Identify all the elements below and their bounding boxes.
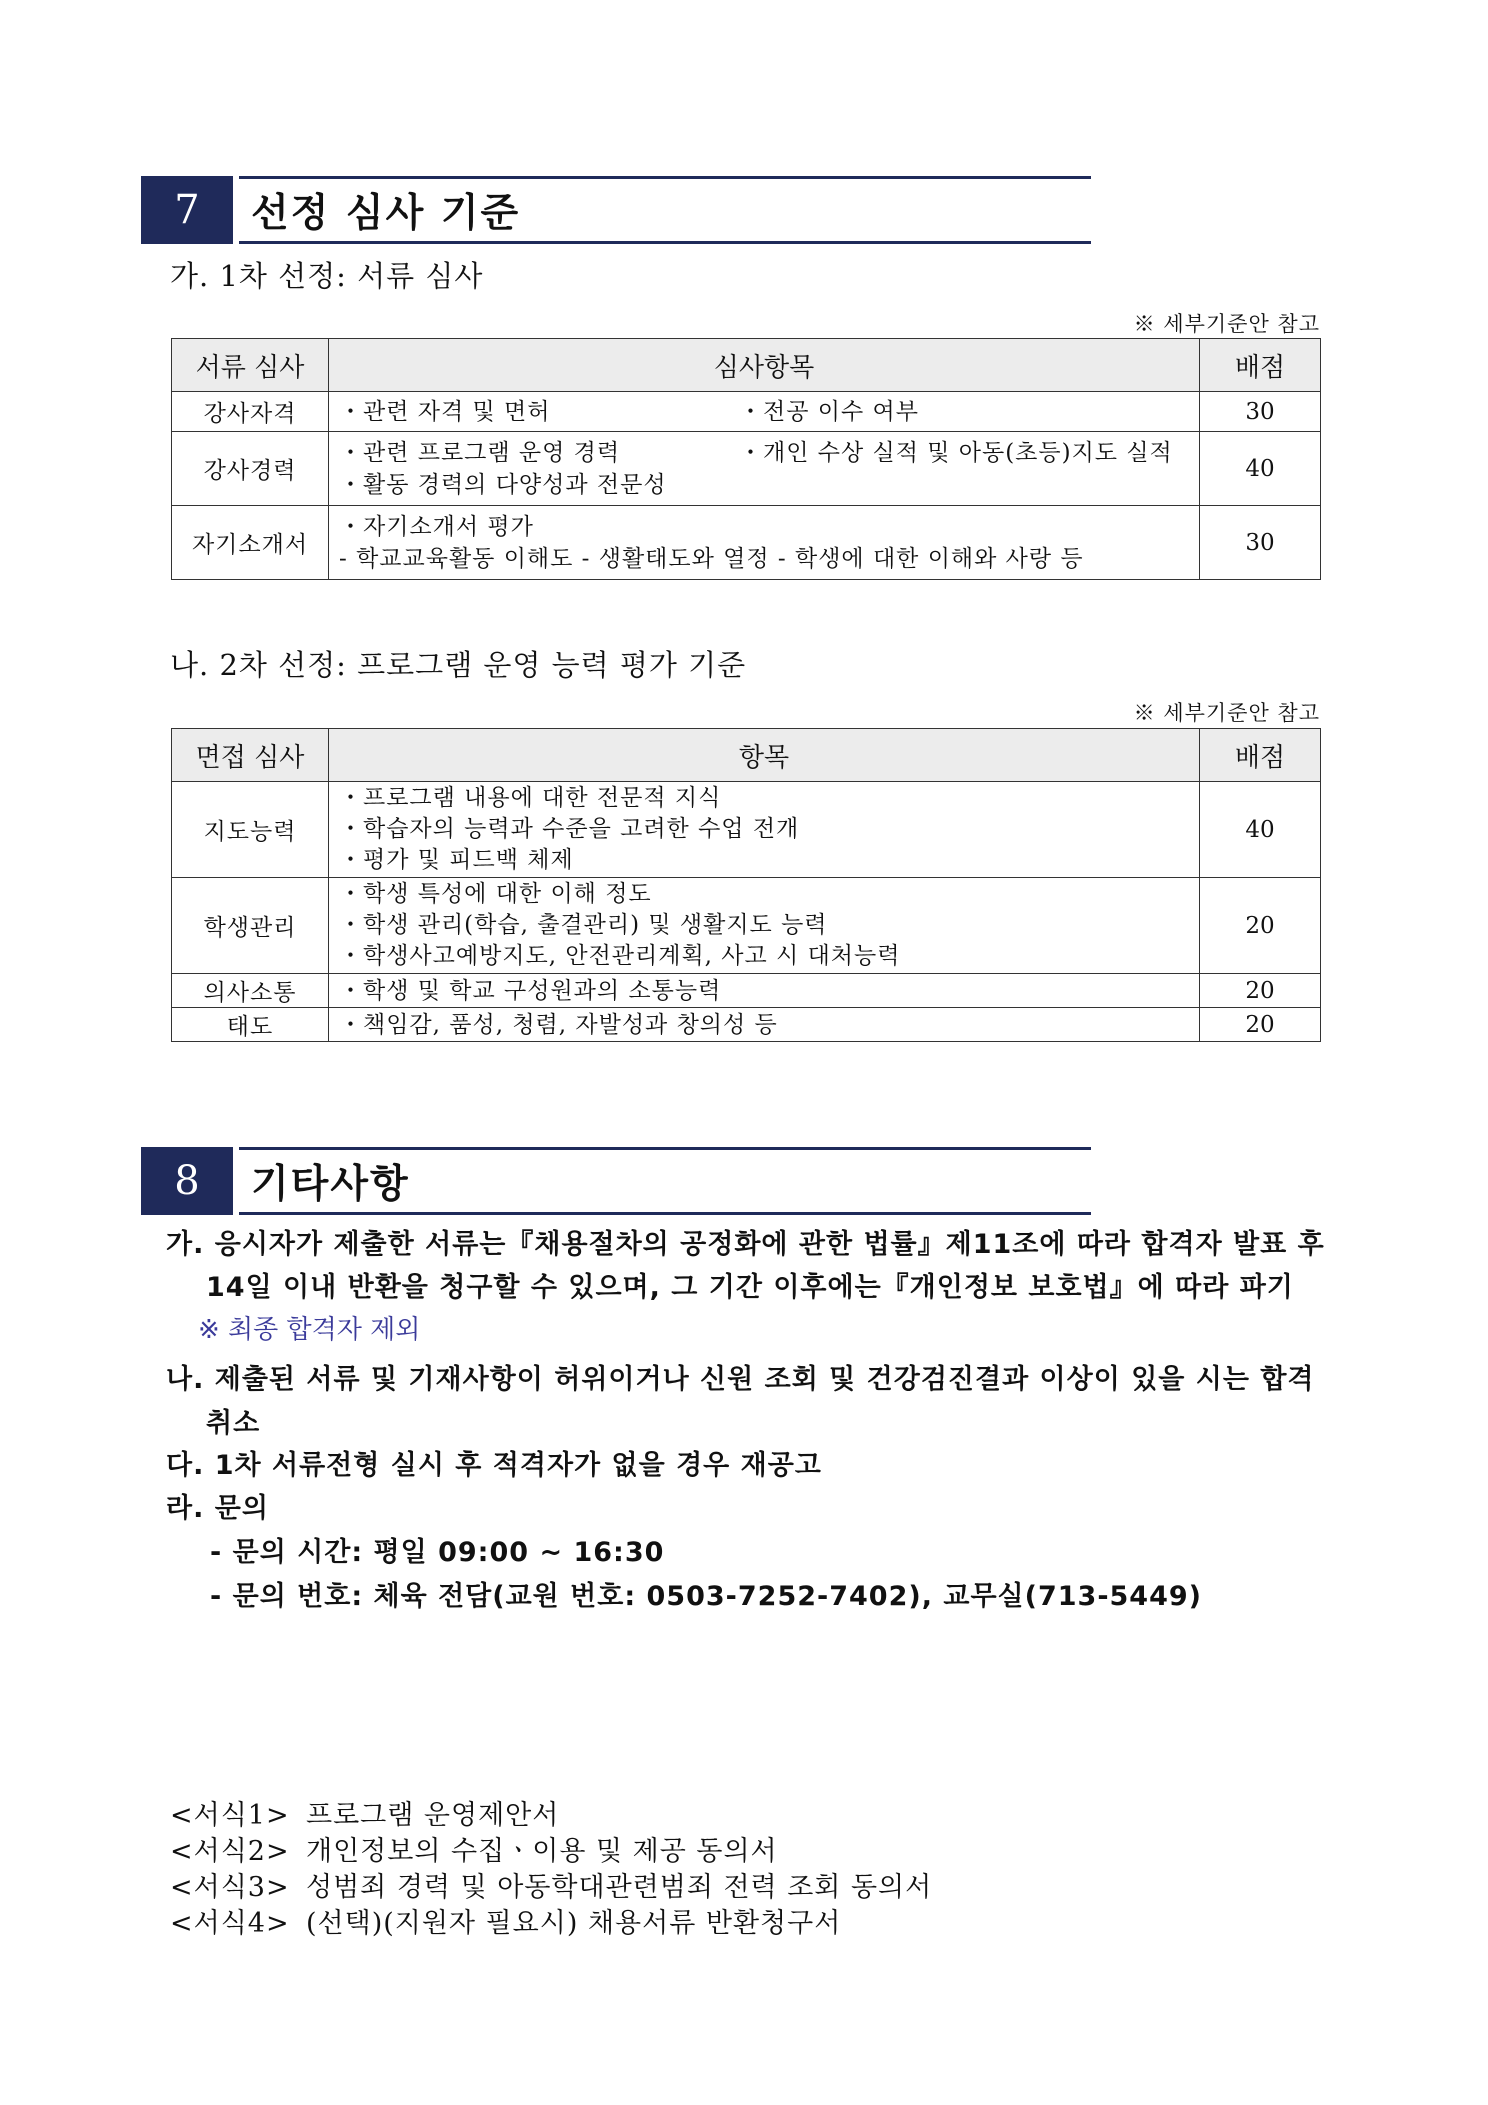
contact-time: - 문의 시간: 평일 09:00 ~ 16:30	[210, 1537, 665, 1568]
reference-note-a: ※ 세부기준안 참고	[1133, 312, 1320, 336]
row-score: 20	[1200, 1008, 1321, 1042]
header-score: 배점	[1200, 729, 1321, 782]
reference-note-b: ※ 세부기준안 참고	[1133, 701, 1320, 725]
row-item: ・관련 프로그램 운영 경력	[339, 439, 621, 466]
form-code: <서식3>	[170, 1872, 290, 1903]
section8-title: 기타사항	[251, 1162, 410, 1207]
paragraph-a-note: ※ 최종 합격자 제외	[198, 1315, 421, 1345]
table-header-row	[172, 339, 1321, 392]
section8-number: 8	[141, 1147, 233, 1215]
row-item: ・자기소개서 평가	[339, 513, 534, 540]
form-item	[170, 1901, 841, 1940]
table-row	[172, 1008, 1321, 1042]
form-code: <서식4>	[170, 1908, 290, 1939]
row-category: 지도능력	[172, 782, 329, 878]
form-name: 성범죄 경력 및 아동학대관련범죄 전력 조회 동의서	[306, 1872, 933, 1903]
row-item: ・관련 자격 및 면허	[339, 398, 551, 425]
row-category: 태도	[172, 1008, 329, 1042]
form-item	[170, 1793, 559, 1832]
form-name: 개인정보의 수집ㆍ이용 및 제공 동의서	[306, 1836, 778, 1867]
row-category: 학생관리	[172, 878, 329, 974]
paragraph-b-line1: 나. 제출된 서류 및 기재사항이 허위이거나 신원 조회 및 건강검진결과 이상이 있을 시는 합격	[166, 1364, 1315, 1395]
row-item: ・학생 및 학교 구성원과의 소통능력	[339, 977, 722, 1004]
row-item: ・프로그램 내용에 대한 전문적 지식	[339, 785, 722, 811]
row-score: 40	[1200, 782, 1321, 878]
row-item: ・전공 이수 여부	[739, 398, 919, 425]
form-item	[170, 1829, 778, 1868]
row-item: ・학생 특성에 대한 이해 정도	[339, 881, 652, 907]
table-row	[172, 878, 1321, 974]
subheading-first-selection: 가. 1차 선정: 서류 심사	[170, 259, 484, 293]
table-row	[172, 974, 1321, 1008]
section7-number: 7	[141, 176, 233, 244]
table-header-row	[172, 729, 1321, 782]
row-score: 20	[1200, 878, 1321, 974]
row-item: ・학습자의 능력과 수준을 고려한 수업 전개	[339, 816, 800, 842]
row-score: 30	[1200, 392, 1321, 432]
subheading-second-selection: 나. 2차 선정: 프로그램 운영 능력 평가 기준	[170, 648, 747, 682]
row-category: 의사소통	[172, 974, 329, 1008]
contact-phone: - 문의 번호: 체육 전담(교원 번호: 0503-7252-7402), 교무실(713-5449)	[210, 1581, 1203, 1612]
header-category: 면접 심사	[172, 729, 329, 782]
form-name: (선택)(지원자 필요시) 채용서류 반환청구서	[306, 1908, 842, 1939]
form-code: <서식1>	[170, 1800, 290, 1831]
row-category: 강사경력	[172, 432, 329, 506]
row-item: ・책임감, 품성, 청렴, 자발성과 창의성 등	[339, 1011, 778, 1038]
form-code: <서식2>	[170, 1836, 290, 1867]
header-items: 항목	[329, 729, 1200, 782]
paragraph-b-line2: 취소	[206, 1408, 261, 1439]
section7-header	[141, 176, 1091, 244]
row-item: - 학교교육활동 이해도 - 생활태도와 열정 - 학생에 대한 이해와 사랑 등	[339, 545, 1084, 572]
row-item: ・개인 수상 실적 및 아동(초등)지도 실적	[739, 439, 1173, 466]
document-review-table	[171, 338, 1321, 580]
interview-review-table	[171, 728, 1321, 1042]
row-category: 강사자격	[172, 392, 329, 432]
form-name: 프로그램 운영제안서	[306, 1800, 560, 1831]
table-row	[172, 392, 1321, 432]
table-row	[172, 432, 1321, 506]
table-row	[172, 782, 1321, 878]
header-category: 서류 심사	[172, 339, 329, 392]
row-item: ・평가 및 피드백 체제	[339, 847, 574, 873]
row-score: 30	[1200, 506, 1321, 580]
paragraph-c: 다. 1차 서류전형 실시 후 적격자가 없을 경우 재공고	[166, 1450, 822, 1481]
section8-header	[141, 1147, 1091, 1215]
paragraph-a-line2: 14일 이내 반환을 청구할 수 있으며, 그 기간 이후에는『개인정보 보호법』에 따라 파기	[206, 1272, 1294, 1303]
row-item: ・학생사고예방지도, 안전관리계획, 사고 시 대처능력	[339, 943, 901, 969]
row-item: ・활동 경력의 다양성과 전문성	[339, 471, 667, 498]
row-score: 20	[1200, 974, 1321, 1008]
row-item: ・학생 관리(학습, 출결관리) 및 생활지도 능력	[339, 912, 828, 938]
row-score: 40	[1200, 432, 1321, 506]
section7-title: 선정 심사 기준	[251, 191, 521, 236]
row-category: 자기소개서	[172, 506, 329, 580]
header-score: 배점	[1200, 339, 1321, 392]
paragraph-d: 라. 문의	[166, 1493, 269, 1524]
table-row	[172, 506, 1321, 580]
header-items: 심사항목	[329, 339, 1200, 392]
form-item	[170, 1865, 932, 1904]
paragraph-a-line1: 가. 응시자가 제출한 서류는『채용절차의 공정화에 관한 법률』제11조에 따라 합격자 발표 후	[166, 1229, 1325, 1260]
